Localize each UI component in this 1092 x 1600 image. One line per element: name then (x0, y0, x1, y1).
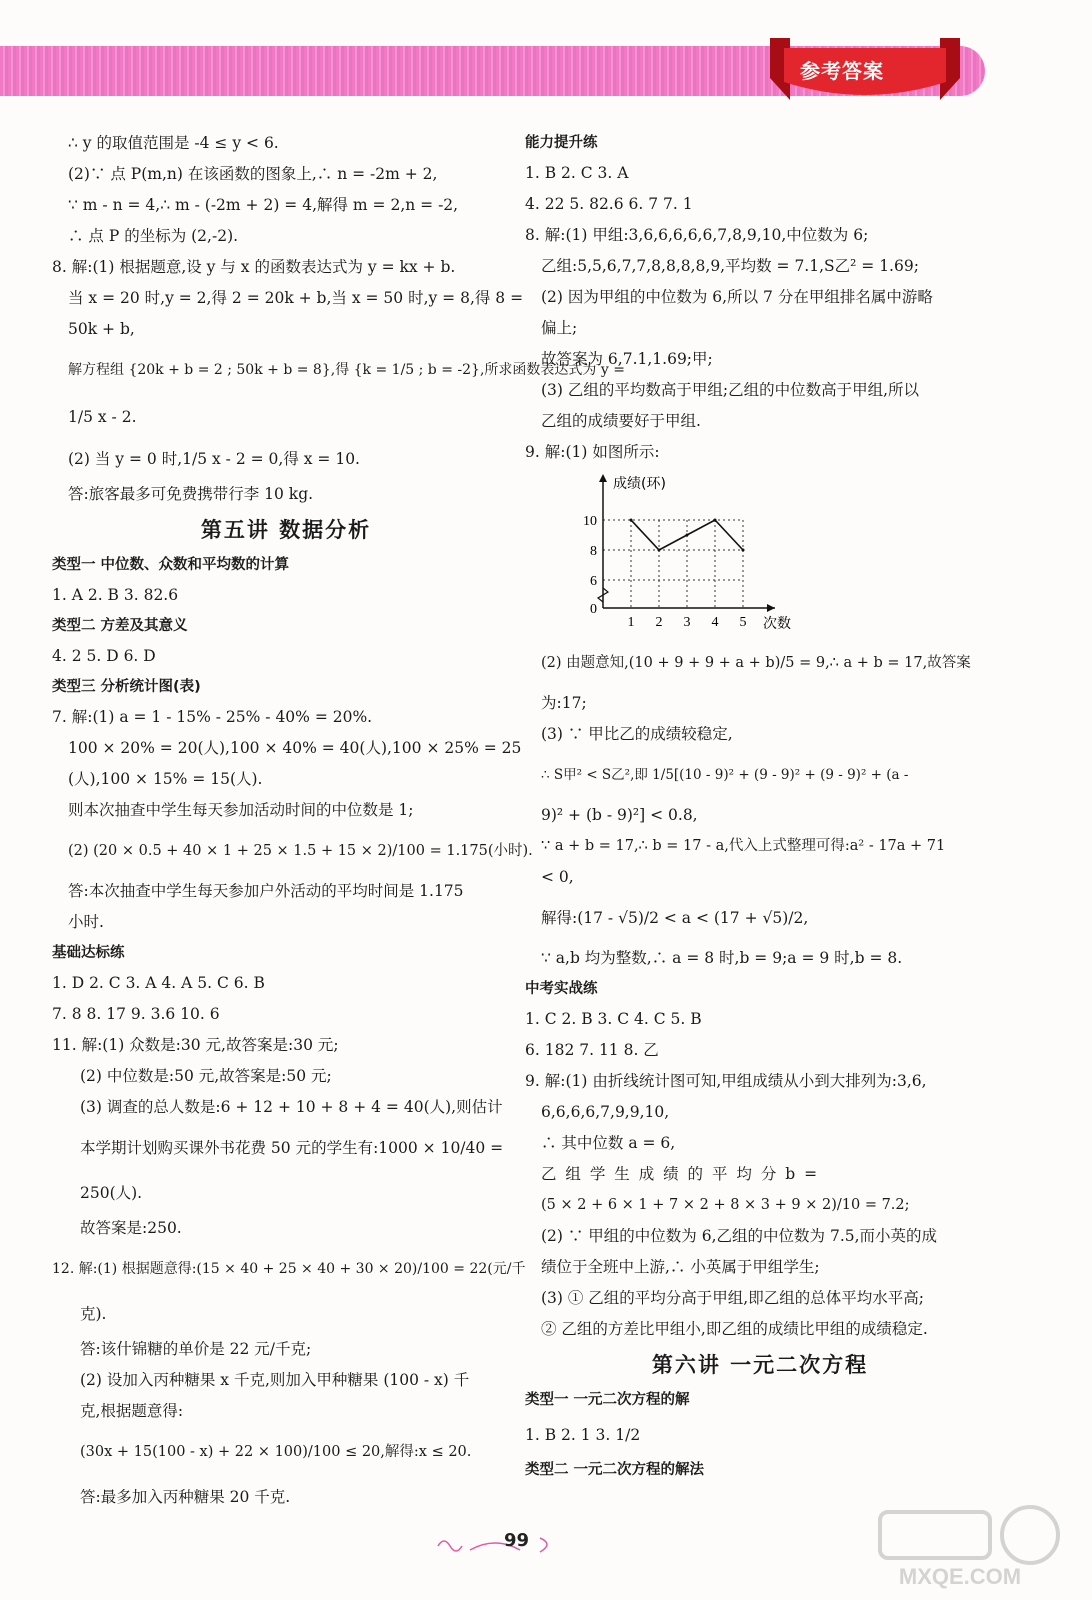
x-tick-label: 1 (627, 615, 635, 630)
text-line: < 0, (541, 868, 574, 886)
answer-line: 4. 2 5. D 6. D (52, 647, 156, 665)
text-line: 克,根据题意得: (80, 1402, 184, 1420)
text-line: 乙组:5,5,6,7,7,8,8,8,8,9,平均数 = 7.1,S乙² = 1.69; (541, 257, 919, 275)
formula-line: 本学期计划购买课外书花费 50 元的学生有:1000 × 10/40 = (80, 1139, 504, 1157)
answer-tag-label: 参考答案 (800, 59, 884, 83)
text-line: 乙组的成绩要好于甲组. (541, 412, 701, 430)
text-line: (2) ∵ 甲组的中位数为 6,乙组的中位数为 7.5,而小英的成 (541, 1227, 938, 1245)
text-line: 1/5 x - 2. (68, 408, 137, 426)
subheading: 类型二 一元二次方程的解法 (525, 1462, 705, 1478)
formula-line: 解得:(17 - √5)/2 < a < (17 + √5)/2, (541, 909, 809, 927)
x-tick-label: 2 (655, 615, 663, 630)
text-line: 偏上; (541, 319, 578, 337)
answer-line: 1. A 2. B 3. 82.6 (52, 586, 179, 604)
text-line: 克). (80, 1305, 107, 1323)
text-line: 6,6,6,6,7,9,9,10, (541, 1103, 670, 1121)
text-line: 9. 解:(1) 如图所示: (525, 443, 660, 461)
text-line: 绩位于全班中上游,∴ 小英属于甲组学生; (541, 1258, 820, 1276)
subheading: 中考实战练 (525, 981, 598, 997)
page-number-ornament (430, 1528, 570, 1558)
formula-line: (30x + 15(100 - x) + 22 × 100)/100 ≤ 20,解得:x ≤ 20. (80, 1444, 472, 1460)
text-line: 8. 解:(1) 甲组:3,6,6,6,6,6,7,8,9,10,中位数为 6; (525, 226, 869, 244)
line-chart (573, 468, 995, 638)
text-line: 7. 解:(1) a = 1 - 15% - 25% - 40% = 20%. (52, 708, 373, 726)
text-line: 答:旅客最多可免费携带行李 10 kg. (68, 485, 314, 503)
formula-line: ∴ S甲² < S乙²,即 1/5[(10 - 9)² + (9 - 9)² + (9 - 9)² + (a - (541, 767, 909, 783)
data-point (714, 519, 717, 522)
text-line: (2) 设加入丙种糖果 x 千克,则加入甲种糖果 (100 - x) 千 (80, 1371, 470, 1389)
text-line: 50k + b, (68, 320, 135, 338)
x-axis-arrow (767, 604, 775, 612)
svg-text:MXQE.COM: MXQE.COM (898, 1564, 1022, 1589)
text-line: (3) 调查的总人数是:6 + 12 + 10 + 8 + 4 = 40(人),则估计 (80, 1098, 503, 1116)
watermark-logo (860, 1500, 1060, 1590)
answer-line: 7. 8 8. 17 9. 3.6 10. 6 (52, 1005, 220, 1023)
text-line: 11. 解:(1) 众数是:30 元,故答案是:30 元; (52, 1036, 339, 1054)
data-point (630, 519, 633, 522)
formula-line: (2) 由题意知,(10 + 9 + 9 + a + b)/5 = 9,∴ a + b = 17,故答案 (541, 655, 971, 671)
text-line: 为:17; (541, 694, 587, 712)
text-line: ∴ 点 P 的坐标为 (2,-2). (68, 227, 239, 245)
text-line: ∴ 其中位数 a = 6, (541, 1134, 676, 1152)
text-line: (3) ∵ 甲比乙的成绩较稳定, (541, 725, 733, 743)
equation-system-line: 解方程组 {20k + b = 2 ; 50k + b = 8},得 {k = 1/5 ; b = -2},所求函数表达式为 y = (68, 362, 625, 378)
text-line: 答:该什锦糖的单价是 22 元/千克; (80, 1340, 312, 1358)
x-axis-label: 次数 (763, 616, 791, 632)
text-line: ∵ m - n = 4,∴ m - (-2m + 2) = 4,解得 m = 2,n = -2, (68, 196, 459, 214)
y-axis-arrow (599, 474, 607, 482)
text-line: (3) ① 乙组的平均分高于甲组,即乙组的总体平均水平高; (541, 1289, 924, 1307)
y-tick-label: 0 (590, 602, 597, 617)
text-line: 9. 解:(1) 由折线统计图可知,甲组成绩从小到大排列为:3,6, (525, 1072, 927, 1090)
formula-line: (2) (20 × 0.5 + 40 × 1 + 25 × 1.5 + 15 × 2)/100 = 1.175(小时). (68, 843, 533, 859)
subheading: 类型一 一元二次方程的解 (525, 1392, 690, 1408)
text-line: 乙 组 学 生 成 绩 的 平 均 分 b = (541, 1165, 820, 1183)
answer-line: 4. 22 5. 82.6 6. 7 7. 1 (525, 195, 693, 213)
text-line: 8. 解:(1) 根据题意,设 y 与 x 的函数表达式为 y = kx + b. (52, 258, 456, 276)
text-line: 小时. (68, 913, 104, 931)
right-column (525, 128, 995, 1485)
text-line: 当 x = 20 时,y = 2,得 2 = 20k + b,当 x = 50 时,y = 8,得 8 = (68, 289, 524, 307)
data-point (686, 534, 689, 537)
text-line: 故答案为 6,7.1,1.69;甲; (541, 350, 713, 368)
text-line: (2) 因为甲组的中位数为 6,所以 7 分在甲组排名属中游略 (541, 288, 933, 306)
text-line: (2) 中位数是:50 元,故答案是:50 元; (80, 1067, 332, 1085)
data-point (658, 549, 661, 552)
text-line: 答:本次抽查中学生每天参加户外活动的平均时间是 1.175 (68, 882, 464, 900)
text-line: 100 × 20% = 20(人),100 × 40% = 40(人),100 × 25% = 25 (68, 739, 522, 757)
subheading: 类型三 分析统计图(表) (52, 679, 201, 695)
answer-line: 1. B 2. 1 3. 1/2 (525, 1426, 641, 1444)
data-point (742, 549, 745, 552)
y-axis-label: 成绩(环) (613, 476, 666, 492)
text-line: 答:最多加入丙种糖果 20 千克. (80, 1488, 291, 1506)
line-chart-svg (573, 468, 813, 638)
text-line: 则本次抽查中学生每天参加活动时间的中位数是 1; (68, 801, 414, 819)
subheading: 类型一 中位数、众数和平均数的计算 (52, 557, 290, 573)
answer-line: 1. D 2. C 3. A 4. A 5. C 6. B (52, 974, 265, 992)
answer-line: 1. B 2. C 3. A (525, 164, 629, 182)
text-line: 9)² + (b - 9)²] < 0.8, (541, 806, 698, 824)
formula-line: 12. 解:(1) 根据题意得:(15 × 40 + 25 × 40 + 30 × 20)/100 = 22(元/千 (52, 1261, 526, 1277)
section-heading: 第六讲 一元二次方程 (651, 1352, 869, 1377)
subheading: 类型二 方差及其意义 (52, 618, 188, 634)
answer-line: 1. C 2. B 3. C 4. C 5. B (525, 1010, 702, 1028)
formula-line: (5 × 2 + 6 × 1 + 7 × 2 + 8 × 3 + 9 × 2)/10 = 7.2; (541, 1197, 910, 1213)
x-tick-label: 4 (711, 615, 719, 630)
text-line: ∵ a,b 均为整数,∴ a = 8 时,b = 9;a = 9 时,b = 8. (541, 949, 903, 967)
subheading: 能力提升练 (525, 135, 598, 151)
text-line: (2)∵ 点 P(m,n) 在该函数的图象上,∴ n = -2m + 2, (68, 165, 438, 183)
x-tick-label: 5 (739, 615, 747, 630)
x-tick-label: 3 (683, 615, 691, 630)
answer-line: 6. 182 7. 11 8. 乙 (525, 1041, 659, 1059)
y-tick-label: 6 (590, 574, 597, 589)
text-line: ∴ y 的取值范围是 -4 ≤ y < 6. (68, 134, 279, 152)
text-line: 250(人). (80, 1184, 143, 1202)
text-line: 故答案是:250. (80, 1219, 182, 1237)
page-number: 99 (504, 1530, 530, 1551)
text-line: (3) 乙组的平均数高于甲组;乙组的中位数高于甲组,所以 (541, 381, 920, 399)
text-line: ∵ a + b = 17,∴ b = 17 - a,代入上式整理可得:a² - 17a + 71 (541, 838, 946, 854)
section-heading: 第五讲 数据分析 (200, 517, 372, 542)
subheading: 基础达标练 (52, 945, 125, 961)
y-tick-label: 8 (590, 544, 597, 559)
text-line: ② 乙组的方差比甲组小,即乙组的成绩比甲组的成绩稳定. (541, 1320, 928, 1338)
text-line: (人),100 × 15% = 15(人). (68, 770, 263, 788)
text-line: (2) 当 y = 0 时,1/5 x - 2 = 0,得 x = 10. (68, 450, 360, 468)
y-tick-label: 10 (583, 514, 597, 529)
